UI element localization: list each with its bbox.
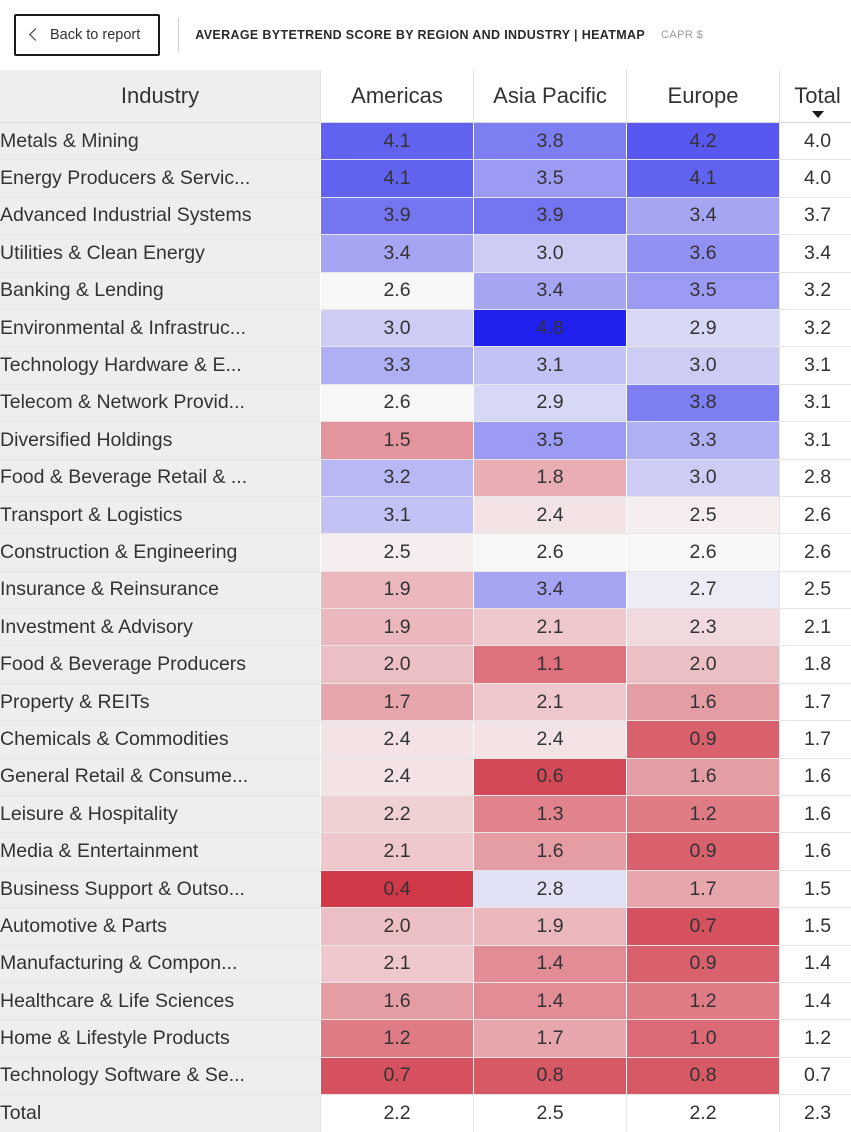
row-total-value[interactable]: 4.0 [780, 160, 851, 197]
matrix-row[interactable] [0, 758, 851, 795]
heatmap-cell[interactable]: 2.4 [321, 758, 474, 795]
heatmap-cell[interactable]: 3.1 [321, 496, 474, 533]
row-label[interactable]: Diversified Holdings [0, 422, 321, 459]
row-label[interactable]: Leisure & Hospitality [0, 796, 321, 833]
row-label[interactable]: Utilities & Clean Energy [0, 235, 321, 272]
row-label[interactable]: Investment & Advisory [0, 609, 321, 646]
matrix-row[interactable] [0, 309, 851, 346]
heatmap-cell[interactable]: 2.1 [321, 945, 474, 982]
heatmap-cell[interactable]: 0.7 [321, 1057, 474, 1094]
page-title: AVERAGE BYTETREND SCORE BY REGION AND INDUSTRY | HEATMAP [195, 28, 645, 42]
heatmap-cell[interactable]: 3.2 [321, 459, 474, 496]
heatmap-cell[interactable]: 3.5 [474, 422, 627, 459]
row-total-value[interactable]: 1.7 [780, 721, 851, 758]
row-label[interactable]: Technology Hardware & E... [0, 347, 321, 384]
heatmap-cell[interactable]: 3.1 [474, 347, 627, 384]
row-label[interactable]: Manufacturing & Compon... [0, 945, 321, 982]
heatmap-cell[interactable]: 2.7 [627, 571, 780, 608]
row-label[interactable]: Environmental & Infrastruc... [0, 309, 321, 346]
heatmap-cell[interactable]: 2.1 [474, 609, 627, 646]
matrix-row[interactable] [0, 721, 851, 758]
row-label[interactable]: Transport & Logistics [0, 496, 321, 533]
row-total-value[interactable]: 3.2 [780, 309, 851, 346]
row-total-value[interactable]: 2.5 [780, 571, 851, 608]
heatmap-cell[interactable]: 3.4 [627, 197, 780, 234]
heatmap-cell[interactable]: 2.1 [474, 683, 627, 720]
heatmap-cell[interactable]: 2.9 [474, 384, 627, 421]
heatmap-cell[interactable]: 3.3 [321, 347, 474, 384]
column-header-total-label: Total [794, 83, 840, 108]
row-total-value[interactable]: 1.5 [780, 908, 851, 945]
heatmap-cell[interactable]: 3.0 [474, 235, 627, 272]
row-label[interactable]: Food & Beverage Producers [0, 646, 321, 683]
matrix-row[interactable] [0, 683, 851, 720]
matrix-row[interactable] [0, 235, 851, 272]
matrix-row[interactable] [0, 833, 851, 870]
heatmap-cell[interactable]: 3.5 [474, 160, 627, 197]
matrix-row[interactable] [0, 982, 851, 1019]
matrix-row[interactable] [0, 796, 851, 833]
heatmap-cell[interactable]: 4.2 [627, 123, 780, 160]
column-header-industry[interactable]: Industry [0, 70, 321, 123]
heatmap-cell[interactable]: 4.1 [627, 160, 780, 197]
row-total-value[interactable]: 2.6 [780, 534, 851, 571]
heatmap-cell[interactable]: 1.9 [321, 571, 474, 608]
row-total-value[interactable]: 1.7 [780, 683, 851, 720]
heatmap-cell[interactable]: 1.2 [627, 796, 780, 833]
heatmap-cell[interactable]: 0.4 [321, 870, 474, 907]
matrix-row[interactable] [0, 1057, 851, 1094]
matrix-row[interactable] [0, 908, 851, 945]
column-header-europe[interactable]: Europe [627, 70, 780, 123]
heatmap-cell[interactable]: 1.9 [321, 609, 474, 646]
row-label[interactable]: Total [0, 1095, 321, 1132]
heatmap-cell[interactable]: 2.1 [321, 833, 474, 870]
column-header-americas[interactable]: Americas [321, 70, 474, 123]
chevron-left-icon [28, 29, 40, 41]
column-header-total[interactable] [780, 70, 851, 123]
matrix-row[interactable] [0, 272, 851, 309]
heatmap-cell[interactable]: 1.6 [321, 982, 474, 1019]
heatmap-cell[interactable]: 2.0 [321, 646, 474, 683]
heatmap-cell[interactable]: 2.0 [627, 646, 780, 683]
row-total-value[interactable]: 1.8 [780, 646, 851, 683]
heatmap-cell[interactable]: 2.6 [474, 534, 627, 571]
row-label[interactable]: Construction & Engineering [0, 534, 321, 571]
heatmap-cell[interactable]: 4.1 [321, 123, 474, 160]
matrix-total-row[interactable] [0, 1095, 851, 1132]
heatmap-cell[interactable]: 2.6 [627, 534, 780, 571]
heatmap-cell[interactable]: 3.0 [627, 347, 780, 384]
row-total-value[interactable]: 3.4 [780, 235, 851, 272]
heatmap-cell[interactable]: 1.7 [627, 870, 780, 907]
row-label[interactable]: Healthcare & Life Sciences [0, 982, 321, 1019]
back-to-report-button[interactable] [14, 14, 160, 56]
heatmap-cell[interactable]: 3.8 [474, 123, 627, 160]
heatmap-cell[interactable]: 1.0 [627, 1020, 780, 1057]
heatmap-cell[interactable]: 0.8 [474, 1057, 627, 1094]
heatmap-cell[interactable]: 3.9 [474, 197, 627, 234]
heatmap-cell[interactable]: 2.4 [321, 721, 474, 758]
heatmap-cell[interactable]: 4.1 [321, 160, 474, 197]
row-total-value[interactable]: 2.6 [780, 496, 851, 533]
heatmap-cell[interactable]: 3.0 [627, 459, 780, 496]
row-total-value[interactable]: 1.6 [780, 833, 851, 870]
row-label[interactable]: Telecom & Network Provid... [0, 384, 321, 421]
row-label[interactable]: Metals & Mining [0, 123, 321, 160]
row-total-value[interactable]: 0.7 [780, 1057, 851, 1094]
heatmap-cell[interactable]: 1.7 [321, 683, 474, 720]
row-total-value[interactable]: 4.0 [780, 123, 851, 160]
matrix-row[interactable] [0, 160, 851, 197]
row-total-value[interactable]: 3.1 [780, 384, 851, 421]
heatmap-cell[interactable]: 0.9 [627, 945, 780, 982]
heatmap-cell[interactable]: 1.4 [474, 982, 627, 1019]
heatmap-cell[interactable]: 1.6 [627, 683, 780, 720]
row-label[interactable]: Food & Beverage Retail & ... [0, 459, 321, 496]
heatmap-cell[interactable]: 2.2 [321, 796, 474, 833]
heatmap-cell[interactable]: 2.0 [321, 908, 474, 945]
heatmap-cell[interactable]: 1.7 [474, 1020, 627, 1057]
row-total-value[interactable]: 1.2 [780, 1020, 851, 1057]
row-label[interactable]: Energy Producers & Servic... [0, 160, 321, 197]
heatmap-cell[interactable]: 4.8 [474, 309, 627, 346]
matrix-row[interactable] [0, 646, 851, 683]
heatmap-cell[interactable]: 0.9 [627, 833, 780, 870]
heatmap-cell[interactable]: 1.3 [474, 796, 627, 833]
heatmap-cell[interactable]: 2.8 [474, 870, 627, 907]
heatmap-cell[interactable]: 3.0 [321, 309, 474, 346]
matrix-row[interactable] [0, 496, 851, 533]
matrix-header-row [0, 70, 851, 123]
row-label[interactable]: Chemicals & Commodities [0, 721, 321, 758]
row-total-value[interactable]: 1.6 [780, 758, 851, 795]
heatmap-cell[interactable]: 1.2 [627, 982, 780, 1019]
row-label[interactable]: Banking & Lending [0, 272, 321, 309]
heatmap-cell[interactable]: 2.2 [627, 1095, 780, 1132]
heatmap-cell[interactable]: 3.9 [321, 197, 474, 234]
matrix-row[interactable] [0, 384, 851, 421]
matrix-row[interactable] [0, 123, 851, 160]
row-label[interactable]: Home & Lifestyle Products [0, 1020, 321, 1057]
heatmap-cell[interactable]: 0.6 [474, 758, 627, 795]
heatmap-cell[interactable]: 3.8 [627, 384, 780, 421]
heatmap-cell[interactable]: 0.7 [627, 908, 780, 945]
heatmap-cell[interactable]: 2.5 [627, 496, 780, 533]
heatmap-cell[interactable]: 2.5 [321, 534, 474, 571]
heatmap-cell[interactable]: 2.6 [321, 272, 474, 309]
heatmap-cell[interactable]: 1.4 [474, 945, 627, 982]
matrix-row[interactable] [0, 459, 851, 496]
row-total-value[interactable]: 2.1 [780, 609, 851, 646]
matrix-row[interactable] [0, 870, 851, 907]
row-total-value[interactable]: 2.3 [780, 1095, 851, 1132]
heatmap-cell[interactable]: 2.6 [321, 384, 474, 421]
row-label[interactable]: Advanced Industrial Systems [0, 197, 321, 234]
matrix-row[interactable] [0, 534, 851, 571]
sort-descending-icon[interactable] [812, 111, 824, 118]
heatmap-cell[interactable]: 3.5 [627, 272, 780, 309]
title-note: CAPR $ [661, 29, 703, 41]
row-label[interactable]: Technology Software & Se... [0, 1057, 321, 1094]
heatmap-cell[interactable]: 3.4 [474, 571, 627, 608]
heatmap-cell[interactable]: 1.2 [321, 1020, 474, 1057]
title-divider [178, 18, 179, 52]
heatmap-cell[interactable]: 2.5 [474, 1095, 627, 1132]
toolbar [0, 0, 851, 70]
matrix-row[interactable] [0, 197, 851, 234]
heatmap-cell[interactable]: 2.3 [627, 609, 780, 646]
heatmap-cell[interactable]: 1.8 [474, 459, 627, 496]
matrix-row[interactable] [0, 1020, 851, 1057]
heatmap-cell[interactable]: 3.3 [627, 422, 780, 459]
heatmap-cell[interactable]: 1.1 [474, 646, 627, 683]
row-total-value[interactable]: 1.4 [780, 945, 851, 982]
matrix-row[interactable] [0, 609, 851, 646]
row-label[interactable]: General Retail & Consume... [0, 758, 321, 795]
heatmap-cell[interactable]: 2.9 [627, 309, 780, 346]
heatmap-cell[interactable]: 3.6 [627, 235, 780, 272]
heatmap-cell[interactable]: 2.4 [474, 721, 627, 758]
heatmap-cell[interactable]: 0.9 [627, 721, 780, 758]
row-label[interactable]: Automotive & Parts [0, 908, 321, 945]
heatmap-cell[interactable]: 1.6 [627, 758, 780, 795]
matrix-body [0, 123, 851, 1132]
row-total-value[interactable]: 3.1 [780, 347, 851, 384]
matrix-row[interactable] [0, 347, 851, 384]
back-to-report-label: Back to report [50, 27, 140, 43]
matrix-row[interactable] [0, 945, 851, 982]
heatmap-cell[interactable]: 0.8 [627, 1057, 780, 1094]
row-total-value[interactable]: 3.1 [780, 422, 851, 459]
row-total-value[interactable]: 3.2 [780, 272, 851, 309]
row-total-value[interactable]: 1.4 [780, 982, 851, 1019]
row-total-value[interactable]: 1.5 [780, 870, 851, 907]
row-label[interactable]: Property & REITs [0, 683, 321, 720]
row-label[interactable]: Insurance & Reinsurance [0, 571, 321, 608]
heatmap-cell[interactable]: 1.9 [474, 908, 627, 945]
heatmap-cell[interactable]: 2.2 [321, 1095, 474, 1132]
row-label[interactable]: Media & Entertainment [0, 833, 321, 870]
matrix-row[interactable] [0, 571, 851, 608]
row-total-value[interactable]: 3.7 [780, 197, 851, 234]
heatmap-matrix [0, 70, 851, 1132]
row-total-value[interactable]: 1.6 [780, 796, 851, 833]
heatmap-cell[interactable]: 2.4 [474, 496, 627, 533]
heatmap-cell[interactable]: 3.4 [321, 235, 474, 272]
matrix-row[interactable] [0, 422, 851, 459]
heatmap-cell[interactable]: 1.6 [474, 833, 627, 870]
heatmap-cell[interactable]: 1.5 [321, 422, 474, 459]
heatmap-cell[interactable]: 3.4 [474, 272, 627, 309]
row-total-value[interactable]: 2.8 [780, 459, 851, 496]
column-header-asia-pacific[interactable]: Asia Pacific [474, 70, 627, 123]
row-label[interactable]: Business Support & Outso... [0, 870, 321, 907]
